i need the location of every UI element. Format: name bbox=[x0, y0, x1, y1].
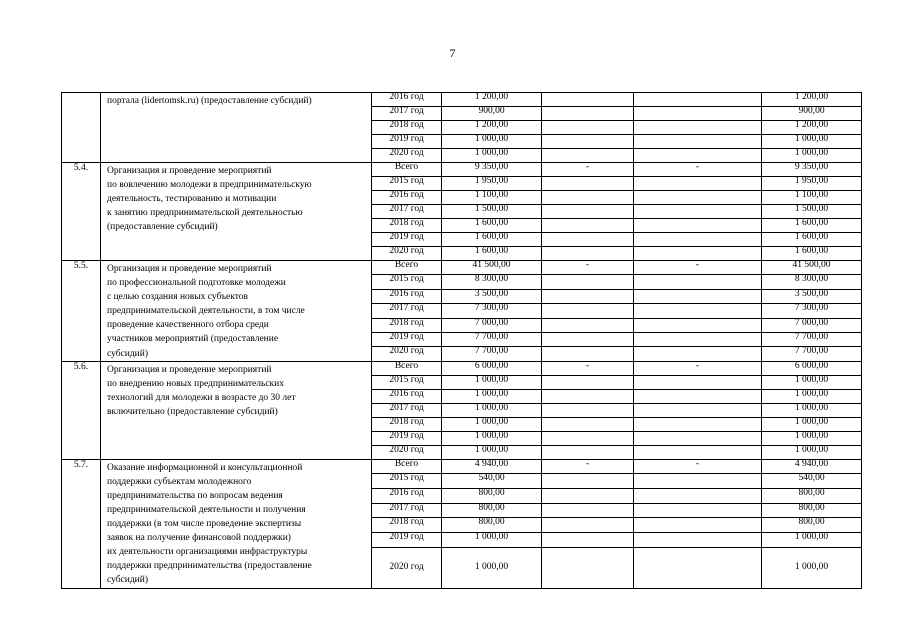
year-cell: 2017 год bbox=[372, 403, 442, 417]
item-number: 5.5. bbox=[62, 261, 101, 362]
total-amount-cell: 1 500,00 bbox=[442, 205, 542, 219]
funding-source-b-cell bbox=[542, 93, 634, 107]
funding-source-d-cell: 41 500,00 bbox=[762, 261, 862, 275]
year-cell: 2018 год bbox=[372, 318, 442, 332]
funding-source-b-cell: - bbox=[542, 261, 634, 275]
total-amount-cell: 1 600,00 bbox=[442, 219, 542, 233]
funding-source-b-cell bbox=[542, 431, 634, 445]
year-cell: 2016 год bbox=[372, 488, 442, 503]
funding-source-c-cell bbox=[634, 332, 762, 346]
total-amount-cell: 1 000,00 bbox=[442, 547, 542, 588]
funding-source-c-cell: - bbox=[634, 361, 762, 375]
year-cell: 2016 год bbox=[372, 389, 442, 403]
funding-source-c-cell bbox=[634, 149, 762, 163]
table-row bbox=[62, 261, 862, 275]
funding-source-b-cell bbox=[542, 417, 634, 431]
year-cell: 2015 год bbox=[372, 275, 442, 289]
funding-source-b-cell bbox=[542, 135, 634, 149]
year-cell: 2017 год bbox=[372, 503, 442, 518]
funding-source-d-cell: 1 950,00 bbox=[762, 177, 862, 191]
year-cell: 2019 год bbox=[372, 332, 442, 346]
funding-source-b-cell bbox=[542, 518, 634, 533]
funding-source-d-cell: 1 600,00 bbox=[762, 233, 862, 247]
funding-source-d-cell: 1 600,00 bbox=[762, 247, 862, 261]
year-cell: 2016 год bbox=[372, 191, 442, 205]
year-cell: 2018 год bbox=[372, 219, 442, 233]
year-cell: 2019 год bbox=[372, 431, 442, 445]
year-cell: 2015 год bbox=[372, 474, 442, 489]
funding-source-b-cell: - bbox=[542, 163, 634, 177]
funding-source-d-cell: 1 000,00 bbox=[762, 532, 862, 547]
funding-source-b-cell bbox=[542, 219, 634, 233]
total-amount-cell: 4 940,00 bbox=[442, 459, 542, 474]
total-amount-cell: 1 000,00 bbox=[442, 403, 542, 417]
funding-source-b-cell bbox=[542, 532, 634, 547]
year-cell: 2017 год bbox=[372, 304, 442, 318]
total-amount-cell: 6 000,00 bbox=[442, 361, 542, 375]
year-cell: Всего bbox=[372, 459, 442, 474]
funding-source-b-cell bbox=[542, 121, 634, 135]
year-cell: 2020 год bbox=[372, 247, 442, 261]
funding-source-d-cell: 6 000,00 bbox=[762, 361, 862, 375]
item-number: 5.6. bbox=[62, 361, 101, 459]
table-row bbox=[62, 163, 862, 177]
funding-source-d-cell: 800,00 bbox=[762, 488, 862, 503]
funding-source-d-cell: 7 700,00 bbox=[762, 332, 862, 346]
total-amount-cell: 1 000,00 bbox=[442, 135, 542, 149]
year-cell: 2017 год bbox=[372, 107, 442, 121]
total-amount-cell: 1 000,00 bbox=[442, 375, 542, 389]
year-cell: 2020 год bbox=[372, 547, 442, 588]
funding-source-b-cell bbox=[542, 275, 634, 289]
total-amount-cell: 7 300,00 bbox=[442, 304, 542, 318]
funding-source-c-cell: - bbox=[634, 261, 762, 275]
funding-source-d-cell: 9 350,00 bbox=[762, 163, 862, 177]
funding-source-b-cell bbox=[542, 318, 634, 332]
total-amount-cell: 1 000,00 bbox=[442, 431, 542, 445]
funding-source-d-cell: 1 200,00 bbox=[762, 121, 862, 135]
total-amount-cell: 1 000,00 bbox=[442, 149, 542, 163]
funding-source-b-cell bbox=[542, 304, 634, 318]
funding-source-c-cell bbox=[634, 518, 762, 533]
funding-source-d-cell: 1 200,00 bbox=[762, 93, 862, 107]
year-cell: Всего bbox=[372, 163, 442, 177]
year-cell: 2020 год bbox=[372, 445, 442, 459]
budget-table bbox=[61, 92, 862, 589]
funding-source-d-cell: 1 000,00 bbox=[762, 431, 862, 445]
funding-source-d-cell: 900,00 bbox=[762, 107, 862, 121]
funding-source-b-cell: - bbox=[542, 459, 634, 474]
funding-source-b-cell bbox=[542, 107, 634, 121]
funding-source-d-cell: 1 000,00 bbox=[762, 547, 862, 588]
funding-source-b-cell bbox=[542, 474, 634, 489]
total-amount-cell: 1 000,00 bbox=[442, 532, 542, 547]
funding-source-d-cell: 800,00 bbox=[762, 503, 862, 518]
funding-source-d-cell: 7 300,00 bbox=[762, 304, 862, 318]
year-cell: 2019 год bbox=[372, 135, 442, 149]
funding-source-c-cell bbox=[634, 275, 762, 289]
page-number: 7 bbox=[449, 46, 456, 60]
total-amount-cell: 7 700,00 bbox=[442, 332, 542, 346]
funding-source-c-cell bbox=[634, 289, 762, 303]
funding-source-c-cell bbox=[634, 177, 762, 191]
funding-source-c-cell bbox=[634, 304, 762, 318]
funding-source-c-cell bbox=[634, 547, 762, 588]
funding-source-c-cell bbox=[634, 135, 762, 149]
funding-source-c-cell bbox=[634, 107, 762, 121]
year-cell: 2020 год bbox=[372, 347, 442, 361]
total-amount-cell: 1 000,00 bbox=[442, 389, 542, 403]
funding-source-b-cell bbox=[542, 332, 634, 346]
funding-source-c-cell bbox=[634, 121, 762, 135]
total-amount-cell: 7 700,00 bbox=[442, 347, 542, 361]
table-row bbox=[62, 93, 862, 107]
funding-source-c-cell bbox=[634, 375, 762, 389]
funding-source-d-cell: 800,00 bbox=[762, 518, 862, 533]
funding-source-d-cell: 7 000,00 bbox=[762, 318, 862, 332]
total-amount-cell: 800,00 bbox=[442, 488, 542, 503]
funding-source-b-cell bbox=[542, 347, 634, 361]
year-cell: 2015 год bbox=[372, 375, 442, 389]
year-cell: 2019 год bbox=[372, 233, 442, 247]
total-amount-cell: 900,00 bbox=[442, 107, 542, 121]
total-amount-cell: 1 200,00 bbox=[442, 121, 542, 135]
funding-source-b-cell bbox=[542, 149, 634, 163]
funding-source-d-cell: 1 600,00 bbox=[762, 219, 862, 233]
item-number: 5.4. bbox=[62, 163, 101, 261]
funding-source-c-cell bbox=[634, 431, 762, 445]
funding-source-d-cell: 1 100,00 bbox=[762, 191, 862, 205]
funding-source-b-cell bbox=[542, 488, 634, 503]
total-amount-cell: 800,00 bbox=[442, 503, 542, 518]
funding-source-d-cell: 3 500,00 bbox=[762, 289, 862, 303]
funding-source-c-cell bbox=[634, 474, 762, 489]
funding-source-c-cell bbox=[634, 532, 762, 547]
year-cell: 2016 год bbox=[372, 93, 442, 107]
year-cell: Всего bbox=[372, 361, 442, 375]
year-cell: 2018 год bbox=[372, 417, 442, 431]
funding-source-c-cell bbox=[634, 347, 762, 361]
year-cell: Всего bbox=[372, 261, 442, 275]
item-description: Организация и проведение мероприятий по вовлечению молодежи в предпринимательскую деятельность, тестированию и мотивации к занятию предпринимательской деятельностью (предоставление субсидий) bbox=[101, 163, 372, 261]
total-amount-cell: 1 950,00 bbox=[442, 177, 542, 191]
table-row bbox=[62, 361, 862, 375]
funding-source-b-cell bbox=[542, 403, 634, 417]
funding-source-d-cell: 1 000,00 bbox=[762, 135, 862, 149]
funding-source-b-cell bbox=[542, 389, 634, 403]
funding-source-d-cell: 540,00 bbox=[762, 474, 862, 489]
funding-source-c-cell bbox=[634, 488, 762, 503]
funding-source-c-cell bbox=[634, 318, 762, 332]
funding-source-b-cell bbox=[542, 547, 634, 588]
funding-source-b-cell: - bbox=[542, 361, 634, 375]
item-description: Оказание информационной и консультационной поддержки субъектам молодежного предпринимательства по вопросам ведения предпринимательской деятельности и получения поддержки (в том числе проведение экспертизы заявок на получение финансовой поддержки) их деятельности организациями инфраструктуры поддержки предпринимательства (предоставление субсидий) bbox=[101, 459, 372, 588]
total-amount-cell: 8 300,00 bbox=[442, 275, 542, 289]
total-amount-cell: 1 200,00 bbox=[442, 93, 542, 107]
funding-source-d-cell: 1 000,00 bbox=[762, 417, 862, 431]
funding-source-c-cell: - bbox=[634, 459, 762, 474]
funding-source-c-cell bbox=[634, 445, 762, 459]
funding-source-c-cell bbox=[634, 191, 762, 205]
funding-source-d-cell: 8 300,00 bbox=[762, 275, 862, 289]
funding-source-d-cell: 1 500,00 bbox=[762, 205, 862, 219]
funding-source-b-cell bbox=[542, 289, 634, 303]
total-amount-cell: 3 500,00 bbox=[442, 289, 542, 303]
funding-source-c-cell bbox=[634, 417, 762, 431]
total-amount-cell: 1 100,00 bbox=[442, 191, 542, 205]
year-cell: 2018 год bbox=[372, 518, 442, 533]
funding-source-d-cell: 7 700,00 bbox=[762, 347, 862, 361]
funding-source-c-cell bbox=[634, 389, 762, 403]
funding-source-d-cell: 1 000,00 bbox=[762, 445, 862, 459]
total-amount-cell: 1 000,00 bbox=[442, 445, 542, 459]
total-amount-cell: 540,00 bbox=[442, 474, 542, 489]
funding-source-b-cell bbox=[542, 375, 634, 389]
funding-source-c-cell bbox=[634, 93, 762, 107]
funding-source-b-cell bbox=[542, 205, 634, 219]
year-cell: 2018 год bbox=[372, 121, 442, 135]
total-amount-cell: 7 000,00 bbox=[442, 318, 542, 332]
funding-source-c-cell: - bbox=[634, 163, 762, 177]
funding-source-d-cell: 4 940,00 bbox=[762, 459, 862, 474]
funding-source-d-cell: 1 000,00 bbox=[762, 149, 862, 163]
funding-source-b-cell bbox=[542, 503, 634, 518]
total-amount-cell: 41 500,00 bbox=[442, 261, 542, 275]
year-cell: 2017 год bbox=[372, 205, 442, 219]
funding-source-c-cell bbox=[634, 403, 762, 417]
total-amount-cell: 9 350,00 bbox=[442, 163, 542, 177]
funding-source-c-cell bbox=[634, 219, 762, 233]
total-amount-cell: 1 000,00 bbox=[442, 417, 542, 431]
funding-source-b-cell bbox=[542, 233, 634, 247]
item-description: портала (lidertomsk.ru) (предоставление субсидий) bbox=[101, 93, 372, 163]
year-cell: 2015 год bbox=[372, 177, 442, 191]
funding-source-c-cell bbox=[634, 205, 762, 219]
funding-source-d-cell: 1 000,00 bbox=[762, 389, 862, 403]
funding-source-b-cell bbox=[542, 445, 634, 459]
year-cell: 2016 год bbox=[372, 289, 442, 303]
funding-source-d-cell: 1 000,00 bbox=[762, 403, 862, 417]
year-cell: 2020 год bbox=[372, 149, 442, 163]
item-number: 5.7. bbox=[62, 459, 101, 588]
funding-source-b-cell bbox=[542, 191, 634, 205]
funding-source-b-cell bbox=[542, 177, 634, 191]
total-amount-cell: 1 600,00 bbox=[442, 247, 542, 261]
funding-source-c-cell bbox=[634, 247, 762, 261]
funding-source-c-cell bbox=[634, 233, 762, 247]
year-cell: 2019 год bbox=[372, 532, 442, 547]
total-amount-cell: 800,00 bbox=[442, 518, 542, 533]
funding-source-d-cell: 1 000,00 bbox=[762, 375, 862, 389]
item-description: Организация и проведение мероприятий по профессиональной подготовке молодежи с целью создания новых субъектов предпринимательской деятельности, в том числе проведение качественного отбора среди участников мероприятий (предоставление субсидий) bbox=[101, 261, 372, 362]
funding-source-b-cell bbox=[542, 247, 634, 261]
table-row bbox=[62, 459, 862, 474]
total-amount-cell: 1 600,00 bbox=[442, 233, 542, 247]
item-number bbox=[62, 93, 101, 163]
item-description: Организация и проведение мероприятий по внедрению новых предпринимательских технологий для молодежи в возрасте до 30 лет включительно (предоставление субсидий) bbox=[101, 361, 372, 459]
funding-source-c-cell bbox=[634, 503, 762, 518]
